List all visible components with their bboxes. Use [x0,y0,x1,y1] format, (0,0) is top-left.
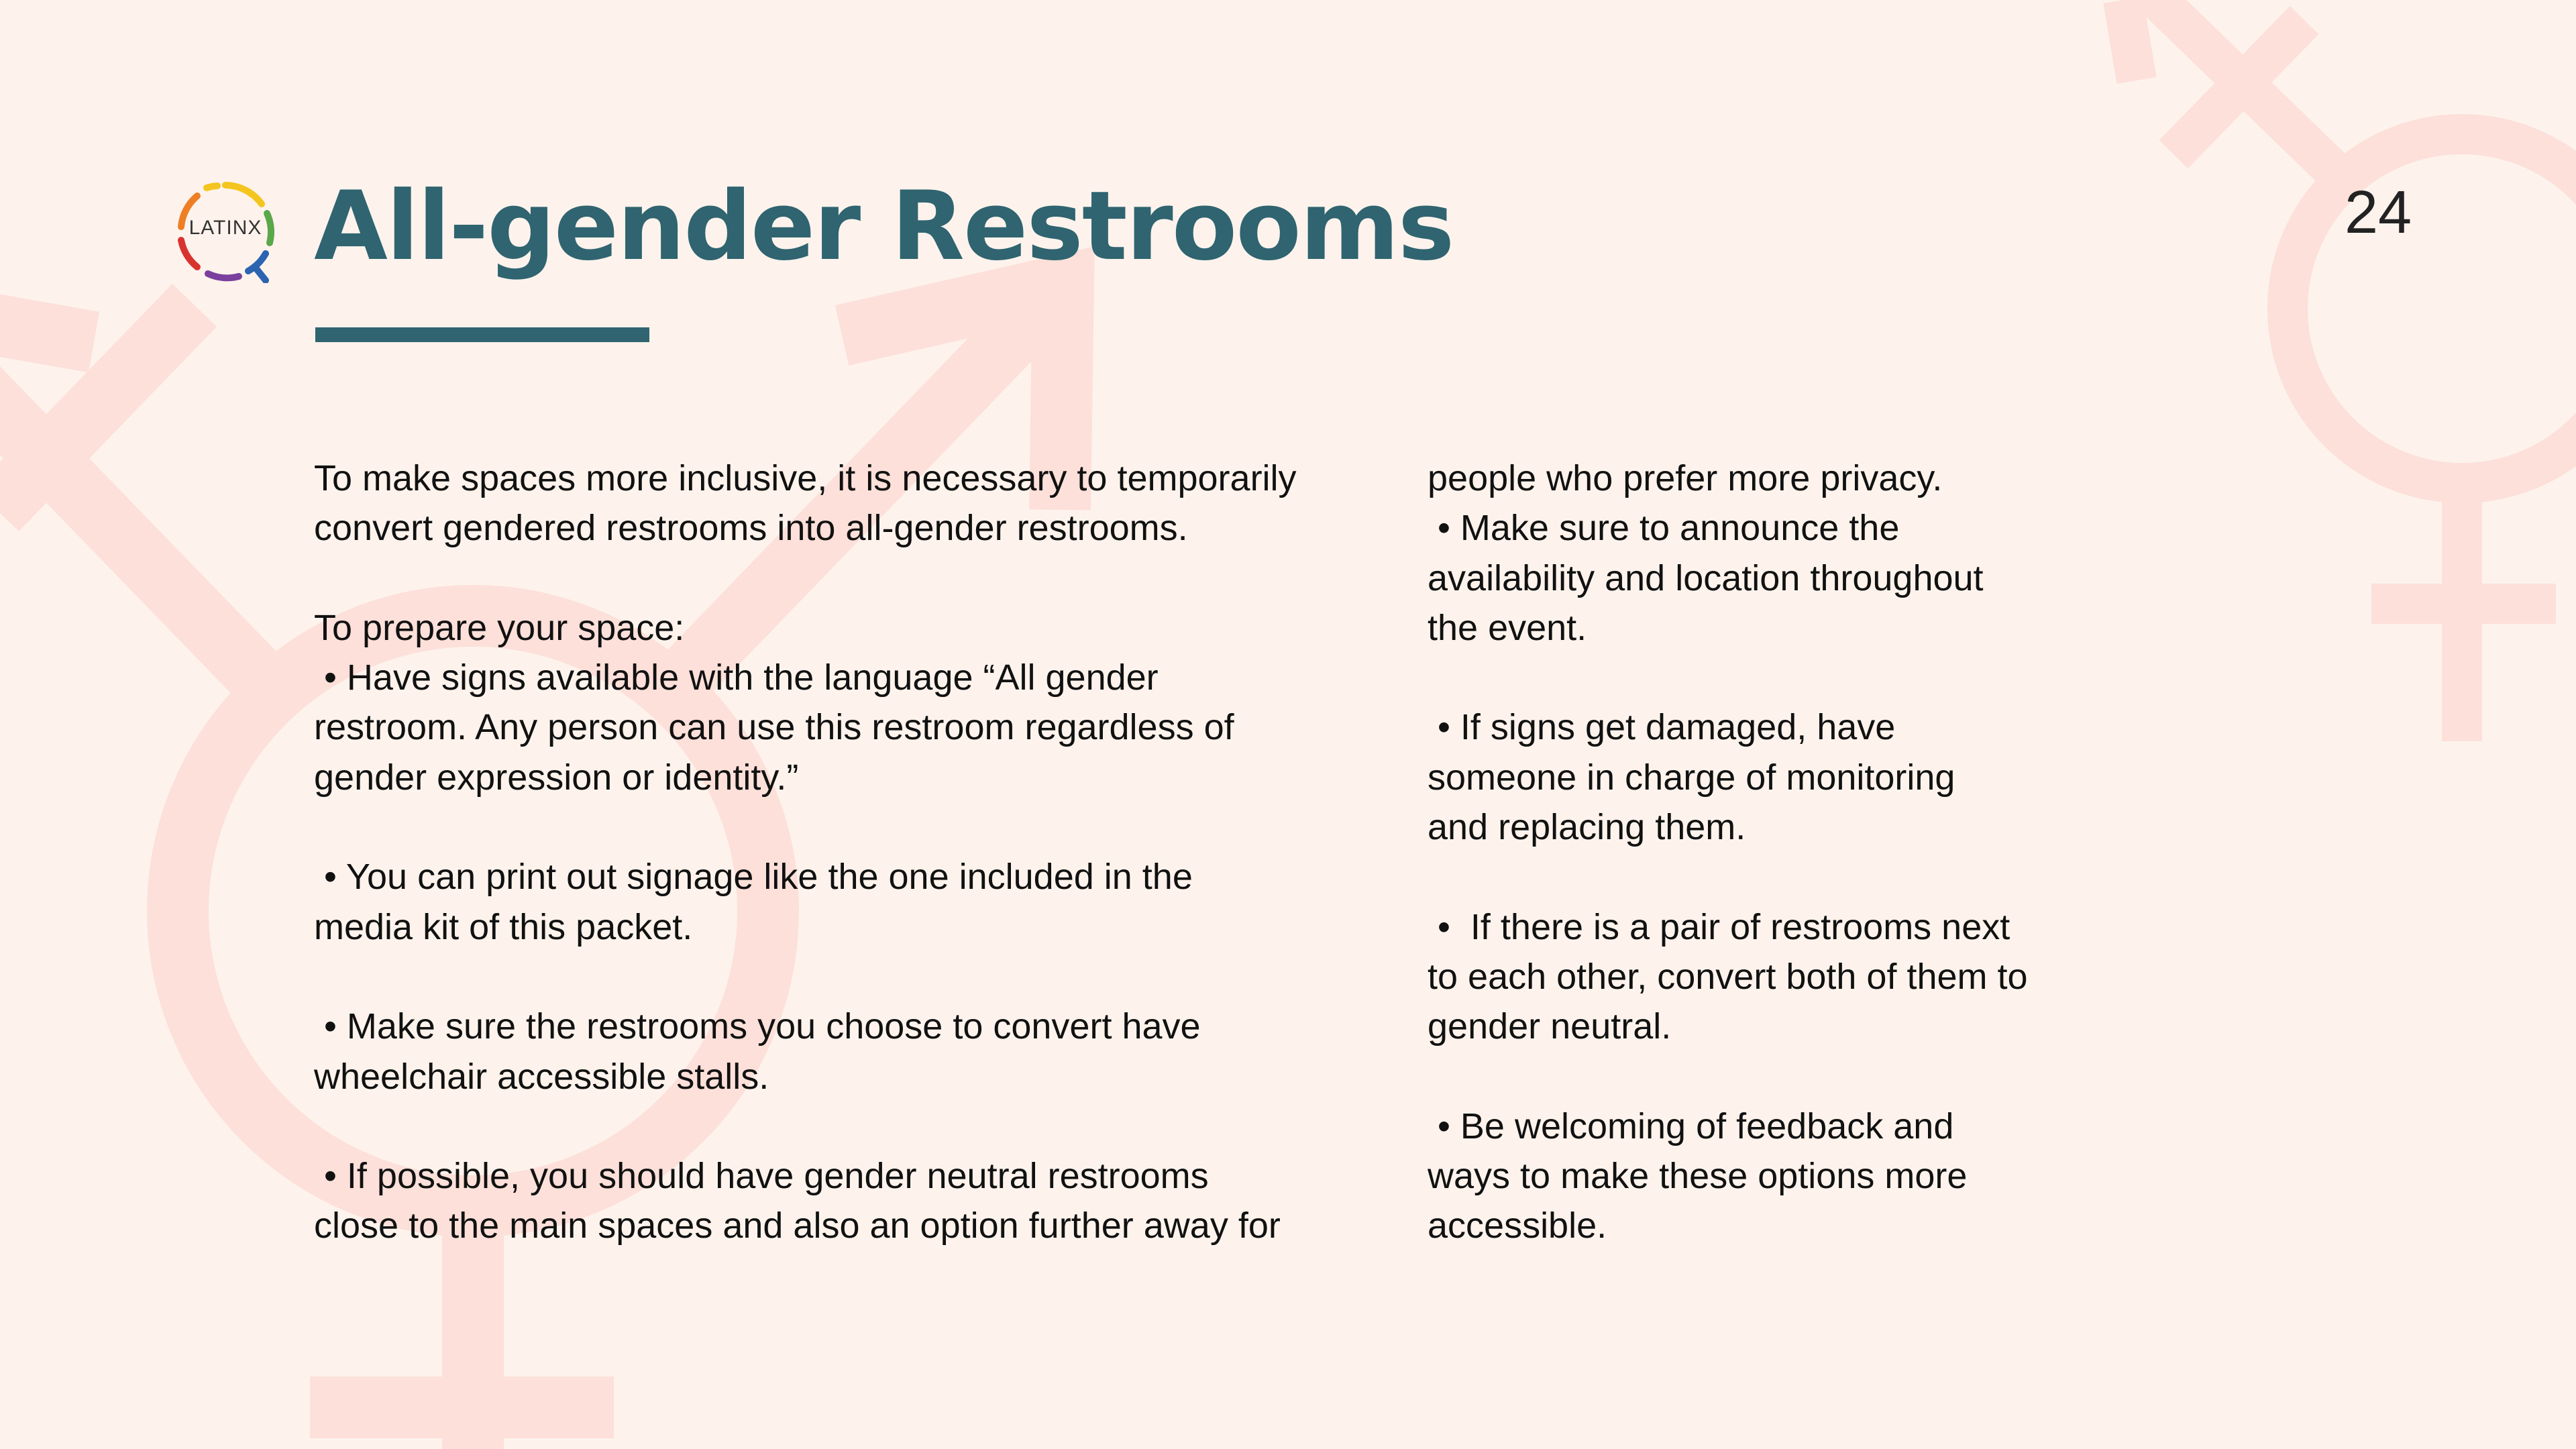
body-line [1428,653,2125,702]
body-line [314,553,1360,603]
body-line: media kit of this packet. [314,906,693,947]
body-line: To make spaces more inclusive, it is necessary to temporarily [314,458,1297,498]
title-underline [315,327,649,342]
body-line: • Have signs available with the language “All gender [314,657,1159,698]
body-line: gender expression or identity.” [314,757,799,798]
body-line: gender neutral. [1428,1006,1672,1047]
body-line: wheelchair accessible stalls. [314,1056,769,1097]
body-line: the event. [1428,607,1587,648]
body-line: ways to make these options more [1428,1156,1968,1197]
body-line: • Make sure to announce the [1428,508,1900,549]
body-line [1428,852,2125,902]
body-right-column [1428,453,2125,1251]
logo-text: LATINX [189,217,262,239]
body-line: and replacing them. [1428,807,1746,848]
body-line [314,1102,1360,1151]
body-line [1428,1052,2125,1102]
body-line: • If possible, you should have gender neutral restrooms [314,1156,1209,1197]
slide-title: All-gender Restrooms [314,171,1454,282]
body-left-column [314,453,1360,1251]
body-line: • If there is a pair of restrooms next [1428,906,2010,947]
body-line: accessible. [1428,1205,1607,1246]
body-line: • Make sure the restrooms you choose to convert have [314,1006,1201,1047]
body-line: restroom. Any person can use this restroom regardless of [314,707,1234,748]
page-number: 24 [2344,179,2412,246]
body-line: availability and location throughout [1428,557,1984,598]
body-line: someone in charge of monitoring [1428,757,1955,798]
body-line: • If signs get damaged, have [1428,707,1896,748]
body-line: To prepare your space: [314,607,685,648]
body-line: convert gendered restrooms into all-gender restrooms. [314,508,1188,549]
body-line [314,952,1360,1002]
body-line: people who prefer more privacy. [1428,458,1943,498]
body-line: • You can print out signage like the one included in the [314,857,1193,898]
body-line: • Be welcoming of feedback and [1428,1106,1954,1146]
body-line: to each other, convert both of them to [1428,956,2028,997]
latinx-logo-icon [173,178,278,283]
body-line [314,802,1360,852]
body-line: close to the main spaces and also an option further away for [314,1205,1281,1246]
